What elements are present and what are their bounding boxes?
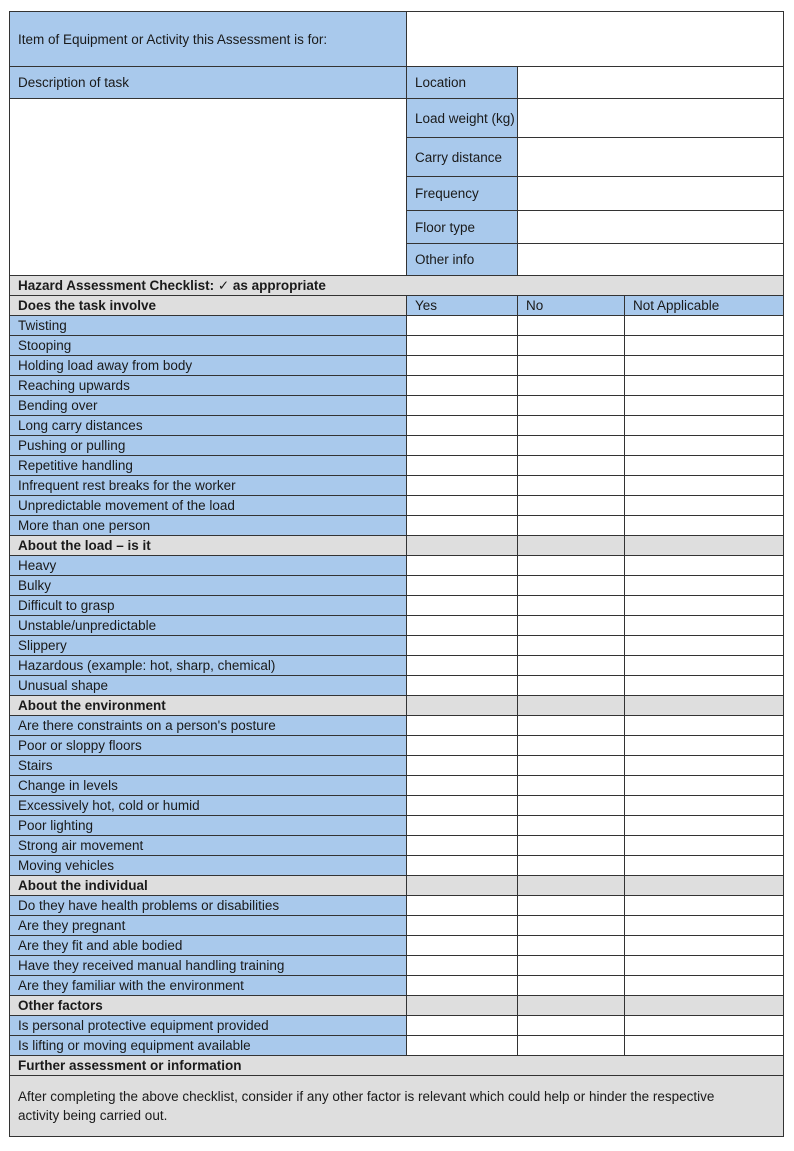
checklist-item-label: Long carry distances bbox=[10, 416, 407, 436]
checklist-row bbox=[10, 776, 784, 796]
not-applicable-checkbox-cell[interactable] bbox=[625, 356, 784, 376]
risk-assessment-form bbox=[9, 11, 784, 1137]
checklist-item-label: Are they pregnant bbox=[10, 916, 407, 936]
yes-checkbox-cell[interactable] bbox=[407, 896, 518, 916]
section-header-blank bbox=[407, 536, 518, 556]
no-checkbox-cell[interactable] bbox=[518, 1036, 625, 1056]
checklist-row bbox=[10, 856, 784, 876]
yes-checkbox-cell[interactable] bbox=[407, 676, 518, 696]
not-applicable-checkbox-cell[interactable] bbox=[625, 676, 784, 696]
yes-checkbox-cell[interactable] bbox=[407, 836, 518, 856]
checklist-row bbox=[10, 636, 784, 656]
yes-checkbox-cell[interactable] bbox=[407, 596, 518, 616]
yes-checkbox-cell[interactable] bbox=[407, 576, 518, 596]
not-applicable-checkbox-cell[interactable] bbox=[625, 576, 784, 596]
no-checkbox-cell[interactable] bbox=[518, 336, 625, 356]
section-heading: Other factors bbox=[10, 996, 407, 1016]
yes-checkbox-cell[interactable] bbox=[407, 336, 518, 356]
yes-checkbox-cell[interactable] bbox=[407, 936, 518, 956]
checklist-item-label: Bulky bbox=[10, 576, 407, 596]
yes-checkbox-cell[interactable] bbox=[407, 856, 518, 876]
not-applicable-checkbox-cell[interactable] bbox=[625, 816, 784, 836]
checklist-row bbox=[10, 976, 784, 996]
not-applicable-checkbox-cell[interactable] bbox=[625, 396, 784, 416]
not-applicable-checkbox-cell[interactable] bbox=[625, 916, 784, 936]
further-text[interactable]: After completing the above checklist, consider if any other factor is relevant which could help or hinder the respective activity being carried out. bbox=[10, 1076, 784, 1137]
checklist-row bbox=[10, 436, 784, 456]
not-applicable-checkbox-cell[interactable] bbox=[625, 1016, 784, 1036]
checklist-item-label: Difficult to grasp bbox=[10, 596, 407, 616]
no-checkbox-cell[interactable] bbox=[518, 456, 625, 476]
yes-checkbox-cell[interactable] bbox=[407, 616, 518, 636]
not-applicable-checkbox-cell[interactable] bbox=[625, 556, 784, 576]
checklist-row bbox=[10, 456, 784, 476]
section-header-blank bbox=[625, 536, 784, 556]
col-na-header: Not Applicable bbox=[625, 296, 784, 316]
checklist-item-label: Reaching upwards bbox=[10, 376, 407, 396]
checklist-row bbox=[10, 656, 784, 676]
further-header-row bbox=[10, 1056, 784, 1076]
checklist-row bbox=[10, 596, 784, 616]
section-heading: Does the task involve bbox=[10, 296, 407, 316]
yes-checkbox-cell[interactable] bbox=[407, 396, 518, 416]
section-header-blank bbox=[625, 696, 784, 716]
no-checkbox-cell[interactable] bbox=[518, 436, 625, 456]
checklist-row bbox=[10, 676, 784, 696]
no-checkbox-cell[interactable] bbox=[518, 576, 625, 596]
checklist-item-label: Are they fit and able bodied bbox=[10, 936, 407, 956]
load-weight-label: Load weight (kg) bbox=[407, 99, 518, 138]
checklist-item-label: Heavy bbox=[10, 556, 407, 576]
yes-checkbox-cell[interactable] bbox=[407, 976, 518, 996]
col-no-header: No bbox=[518, 296, 625, 316]
item-label: Item of Equipment or Activity this Assessment is for: bbox=[10, 12, 407, 67]
section-header-blank bbox=[625, 996, 784, 1016]
not-applicable-checkbox-cell[interactable] bbox=[625, 656, 784, 676]
checklist-item-label: Holding load away from body bbox=[10, 356, 407, 376]
yes-checkbox-cell[interactable] bbox=[407, 816, 518, 836]
no-checkbox-cell[interactable] bbox=[518, 796, 625, 816]
no-checkbox-cell[interactable] bbox=[518, 976, 625, 996]
not-applicable-checkbox-cell[interactable] bbox=[625, 836, 784, 856]
checklist-item-label: Slippery bbox=[10, 636, 407, 656]
no-checkbox-cell[interactable] bbox=[518, 376, 625, 396]
yes-checkbox-cell[interactable] bbox=[407, 456, 518, 476]
not-applicable-checkbox-cell[interactable] bbox=[625, 636, 784, 656]
further-heading: Further assessment or information bbox=[10, 1056, 784, 1076]
not-applicable-checkbox-cell[interactable] bbox=[625, 376, 784, 396]
yes-checkbox-cell[interactable] bbox=[407, 436, 518, 456]
no-checkbox-cell[interactable] bbox=[518, 756, 625, 776]
yes-checkbox-cell[interactable] bbox=[407, 756, 518, 776]
checklist-item-label: More than one person bbox=[10, 516, 407, 536]
checklist-row bbox=[10, 736, 784, 756]
checklist-title: Hazard Assessment Checklist: ✓ as appropriate bbox=[10, 276, 784, 296]
not-applicable-checkbox-cell[interactable] bbox=[625, 596, 784, 616]
checklist-item-label: Infrequent rest breaks for the worker bbox=[10, 476, 407, 496]
not-applicable-checkbox-cell[interactable] bbox=[625, 316, 784, 336]
carry-distance-input[interactable] bbox=[518, 138, 784, 177]
no-checkbox-cell[interactable] bbox=[518, 816, 625, 836]
no-checkbox-cell[interactable] bbox=[518, 716, 625, 736]
checklist-item-label: Poor or sloppy floors bbox=[10, 736, 407, 756]
checklist-row bbox=[10, 836, 784, 856]
no-checkbox-cell[interactable] bbox=[518, 736, 625, 756]
checklist-item-label: Strong air movement bbox=[10, 836, 407, 856]
yes-checkbox-cell[interactable] bbox=[407, 716, 518, 736]
yes-checkbox-cell[interactable] bbox=[407, 1036, 518, 1056]
section-header-row bbox=[10, 696, 784, 716]
checklist-row bbox=[10, 396, 784, 416]
no-checkbox-cell[interactable] bbox=[518, 936, 625, 956]
yes-checkbox-cell[interactable] bbox=[407, 556, 518, 576]
checklist-row bbox=[10, 956, 784, 976]
no-checkbox-cell[interactable] bbox=[518, 776, 625, 796]
section-header-row bbox=[10, 996, 784, 1016]
yes-checkbox-cell[interactable] bbox=[407, 776, 518, 796]
further-text-row bbox=[10, 1076, 784, 1137]
no-checkbox-cell[interactable] bbox=[518, 496, 625, 516]
no-checkbox-cell[interactable] bbox=[518, 636, 625, 656]
checklist-row bbox=[10, 376, 784, 396]
no-checkbox-cell[interactable] bbox=[518, 556, 625, 576]
checklist-item-label: Unusual shape bbox=[10, 676, 407, 696]
no-checkbox-cell[interactable] bbox=[518, 416, 625, 436]
not-applicable-checkbox-cell[interactable] bbox=[625, 416, 784, 436]
section-header-row bbox=[10, 536, 784, 556]
not-applicable-checkbox-cell[interactable] bbox=[625, 736, 784, 756]
checklist-item-label: Have they received manual handling training bbox=[10, 956, 407, 976]
checklist-row bbox=[10, 896, 784, 916]
section-heading: About the load – is it bbox=[10, 536, 407, 556]
not-applicable-checkbox-cell[interactable] bbox=[625, 776, 784, 796]
yes-checkbox-cell[interactable] bbox=[407, 1016, 518, 1036]
col-yes-header: Yes bbox=[407, 296, 518, 316]
checklist-row bbox=[10, 316, 784, 336]
section-header-blank bbox=[518, 536, 625, 556]
no-checkbox-cell[interactable] bbox=[518, 356, 625, 376]
checklist-row bbox=[10, 716, 784, 736]
not-applicable-checkbox-cell[interactable] bbox=[625, 856, 784, 876]
yes-checkbox-cell[interactable] bbox=[407, 376, 518, 396]
section-header-blank bbox=[407, 996, 518, 1016]
checklist-item-label: Stooping bbox=[10, 336, 407, 356]
checklist-row bbox=[10, 416, 784, 436]
checklist-item-label: Excessively hot, cold or humid bbox=[10, 796, 407, 816]
description-input[interactable] bbox=[10, 99, 407, 276]
other-info-input[interactable] bbox=[518, 244, 784, 276]
checklist-item-label: Repetitive handling bbox=[10, 456, 407, 476]
checklist-row bbox=[10, 756, 784, 776]
frequency-input[interactable] bbox=[518, 177, 784, 211]
not-applicable-checkbox-cell[interactable] bbox=[625, 756, 784, 776]
section-heading: About the individual bbox=[10, 876, 407, 896]
description-label: Description of task bbox=[10, 67, 407, 99]
no-checkbox-cell[interactable] bbox=[518, 616, 625, 636]
no-checkbox-cell[interactable] bbox=[518, 1016, 625, 1036]
checklist-item-label: Is lifting or moving equipment available bbox=[10, 1036, 407, 1056]
yes-checkbox-cell[interactable] bbox=[407, 916, 518, 936]
yes-checkbox-cell[interactable] bbox=[407, 656, 518, 676]
not-applicable-checkbox-cell[interactable] bbox=[625, 936, 784, 956]
checklist-item-label: Are they familiar with the environment bbox=[10, 976, 407, 996]
not-applicable-checkbox-cell[interactable] bbox=[625, 1036, 784, 1056]
not-applicable-checkbox-cell[interactable] bbox=[625, 496, 784, 516]
checklist-row bbox=[10, 516, 784, 536]
section-header-row bbox=[10, 876, 784, 896]
location-input[interactable] bbox=[518, 67, 784, 99]
no-checkbox-cell[interactable] bbox=[518, 856, 625, 876]
checklist-row bbox=[10, 576, 784, 596]
checklist-row bbox=[10, 476, 784, 496]
yes-checkbox-cell[interactable] bbox=[407, 636, 518, 656]
floor-type-input[interactable] bbox=[518, 211, 784, 244]
section-header-blank bbox=[518, 696, 625, 716]
section-header-row bbox=[10, 296, 784, 316]
checklist-row bbox=[10, 556, 784, 576]
no-checkbox-cell[interactable] bbox=[518, 676, 625, 696]
no-checkbox-cell[interactable] bbox=[518, 516, 625, 536]
checklist-item-label: Is personal protective equipment provided bbox=[10, 1016, 407, 1036]
not-applicable-checkbox-cell[interactable] bbox=[625, 896, 784, 916]
yes-checkbox-cell[interactable] bbox=[407, 496, 518, 516]
frequency-label: Frequency bbox=[407, 177, 518, 211]
checklist-row bbox=[10, 1016, 784, 1036]
yes-checkbox-cell[interactable] bbox=[407, 316, 518, 336]
checklist-row bbox=[10, 916, 784, 936]
not-applicable-checkbox-cell[interactable] bbox=[625, 516, 784, 536]
checklist-item-label: Are there constraints on a person's posture bbox=[10, 716, 407, 736]
checklist-item-label: Unpredictable movement of the load bbox=[10, 496, 407, 516]
checklist-row bbox=[10, 336, 784, 356]
section-header-blank bbox=[407, 876, 518, 896]
no-checkbox-cell[interactable] bbox=[518, 316, 625, 336]
not-applicable-checkbox-cell[interactable] bbox=[625, 976, 784, 996]
not-applicable-checkbox-cell[interactable] bbox=[625, 956, 784, 976]
no-checkbox-cell[interactable] bbox=[518, 596, 625, 616]
yes-checkbox-cell[interactable] bbox=[407, 476, 518, 496]
yes-checkbox-cell[interactable] bbox=[407, 796, 518, 816]
not-applicable-checkbox-cell[interactable] bbox=[625, 476, 784, 496]
floor-type-label: Floor type bbox=[407, 211, 518, 244]
section-header-blank bbox=[518, 876, 625, 896]
checklist-row bbox=[10, 356, 784, 376]
no-checkbox-cell[interactable] bbox=[518, 956, 625, 976]
no-checkbox-cell[interactable] bbox=[518, 476, 625, 496]
checklist-item-label: Unstable/unpredictable bbox=[10, 616, 407, 636]
checklist-item-label: Bending over bbox=[10, 396, 407, 416]
not-applicable-checkbox-cell[interactable] bbox=[625, 336, 784, 356]
other-info-label: Other info bbox=[407, 244, 518, 276]
checklist-item-label: Stairs bbox=[10, 756, 407, 776]
item-input[interactable] bbox=[407, 12, 784, 67]
not-applicable-checkbox-cell[interactable] bbox=[625, 796, 784, 816]
location-label: Location bbox=[407, 67, 518, 99]
no-checkbox-cell[interactable] bbox=[518, 916, 625, 936]
not-applicable-checkbox-cell[interactable] bbox=[625, 616, 784, 636]
no-checkbox-cell[interactable] bbox=[518, 896, 625, 916]
checklist-item-label: Pushing or pulling bbox=[10, 436, 407, 456]
not-applicable-checkbox-cell[interactable] bbox=[625, 436, 784, 456]
not-applicable-checkbox-cell[interactable] bbox=[625, 716, 784, 736]
yes-checkbox-cell[interactable] bbox=[407, 516, 518, 536]
section-header-blank bbox=[625, 876, 784, 896]
yes-checkbox-cell[interactable] bbox=[407, 356, 518, 376]
no-checkbox-cell[interactable] bbox=[518, 396, 625, 416]
section-header-blank bbox=[518, 996, 625, 1016]
checklist-row bbox=[10, 496, 784, 516]
yes-checkbox-cell[interactable] bbox=[407, 956, 518, 976]
carry-distance-label: Carry distance bbox=[407, 138, 518, 177]
section-header-blank bbox=[407, 696, 518, 716]
checklist-row bbox=[10, 796, 784, 816]
yes-checkbox-cell[interactable] bbox=[407, 736, 518, 756]
checklist-item-label: Moving vehicles bbox=[10, 856, 407, 876]
load-weight-input[interactable] bbox=[518, 99, 784, 138]
checklist-row bbox=[10, 616, 784, 636]
checklist-row bbox=[10, 816, 784, 836]
checklist-item-label: Do they have health problems or disabilities bbox=[10, 896, 407, 916]
section-heading: About the environment bbox=[10, 696, 407, 716]
checklist-row bbox=[10, 1036, 784, 1056]
checklist-row bbox=[10, 936, 784, 956]
not-applicable-checkbox-cell[interactable] bbox=[625, 456, 784, 476]
checklist-item-label: Poor lighting bbox=[10, 816, 407, 836]
yes-checkbox-cell[interactable] bbox=[407, 416, 518, 436]
no-checkbox-cell[interactable] bbox=[518, 656, 625, 676]
checklist-item-label: Twisting bbox=[10, 316, 407, 336]
no-checkbox-cell[interactable] bbox=[518, 836, 625, 856]
checklist-item-label: Change in levels bbox=[10, 776, 407, 796]
checklist-item-label: Hazardous (example: hot, sharp, chemical) bbox=[10, 656, 407, 676]
